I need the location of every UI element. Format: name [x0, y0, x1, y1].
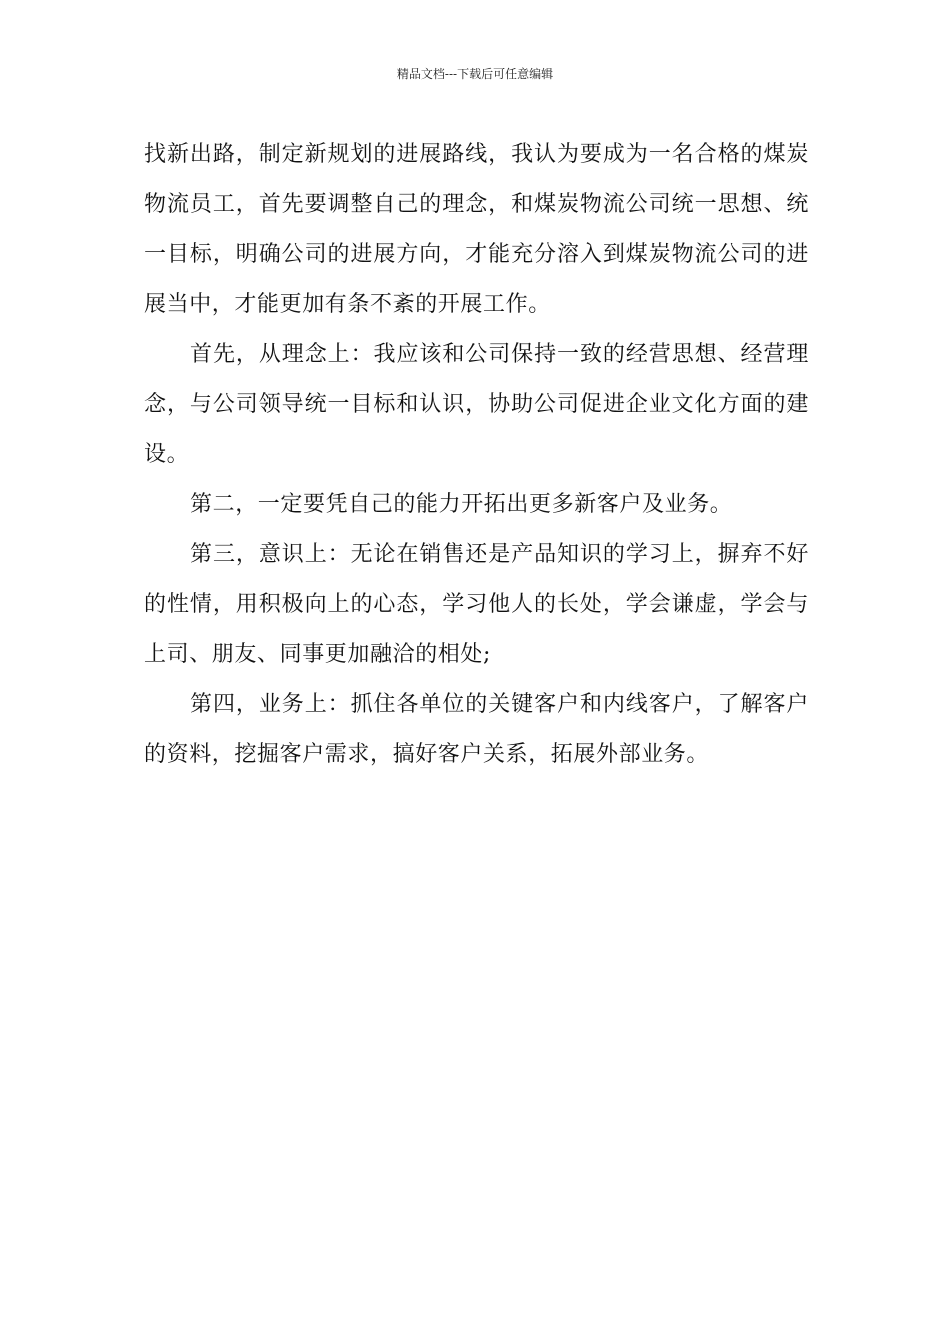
paragraph-fourth-business: 第四，业务上：抓住各单位的关键客户和内线客户，了解客户的资料，挖掘客户需求，搞好客户关系，拓展外部业务。: [144, 692, 809, 767]
paragraph-third-awareness: 第三，意识上：无论在销售还是产品知识的学习上，摒弃不好的性情，用积极向上的心态，学习他人的长处，学会谦虚，学会与上司、朋友、同事更加融洽的相处;: [144, 542, 809, 667]
page-header: 精品文档---下载后可任意编辑: [396, 67, 554, 81]
paragraph-first-concept: 首先，从理念上：我应该和公司保持一致的经营思想、经营理念，与公司领导统一目标和认识，协助公司促进企业文化方面的建设。: [144, 342, 809, 467]
paragraph-continuation: 找新出路，制定新规划的进展路线，我认为要成为一名合格的煤炭物流员工，首先要调整自己的理念，和煤炭物流公司统一思想、统一目标，明确公司的进展方向，才能充分溶入到煤炭物流公司的进展当中，才能更加有条不紊的开展工作。: [144, 142, 809, 317]
document-body: [144, 130, 809, 780]
paragraph-second-customers: 第二，一定要凭自己的能力开拓出更多新客户及业务。: [190, 492, 733, 517]
